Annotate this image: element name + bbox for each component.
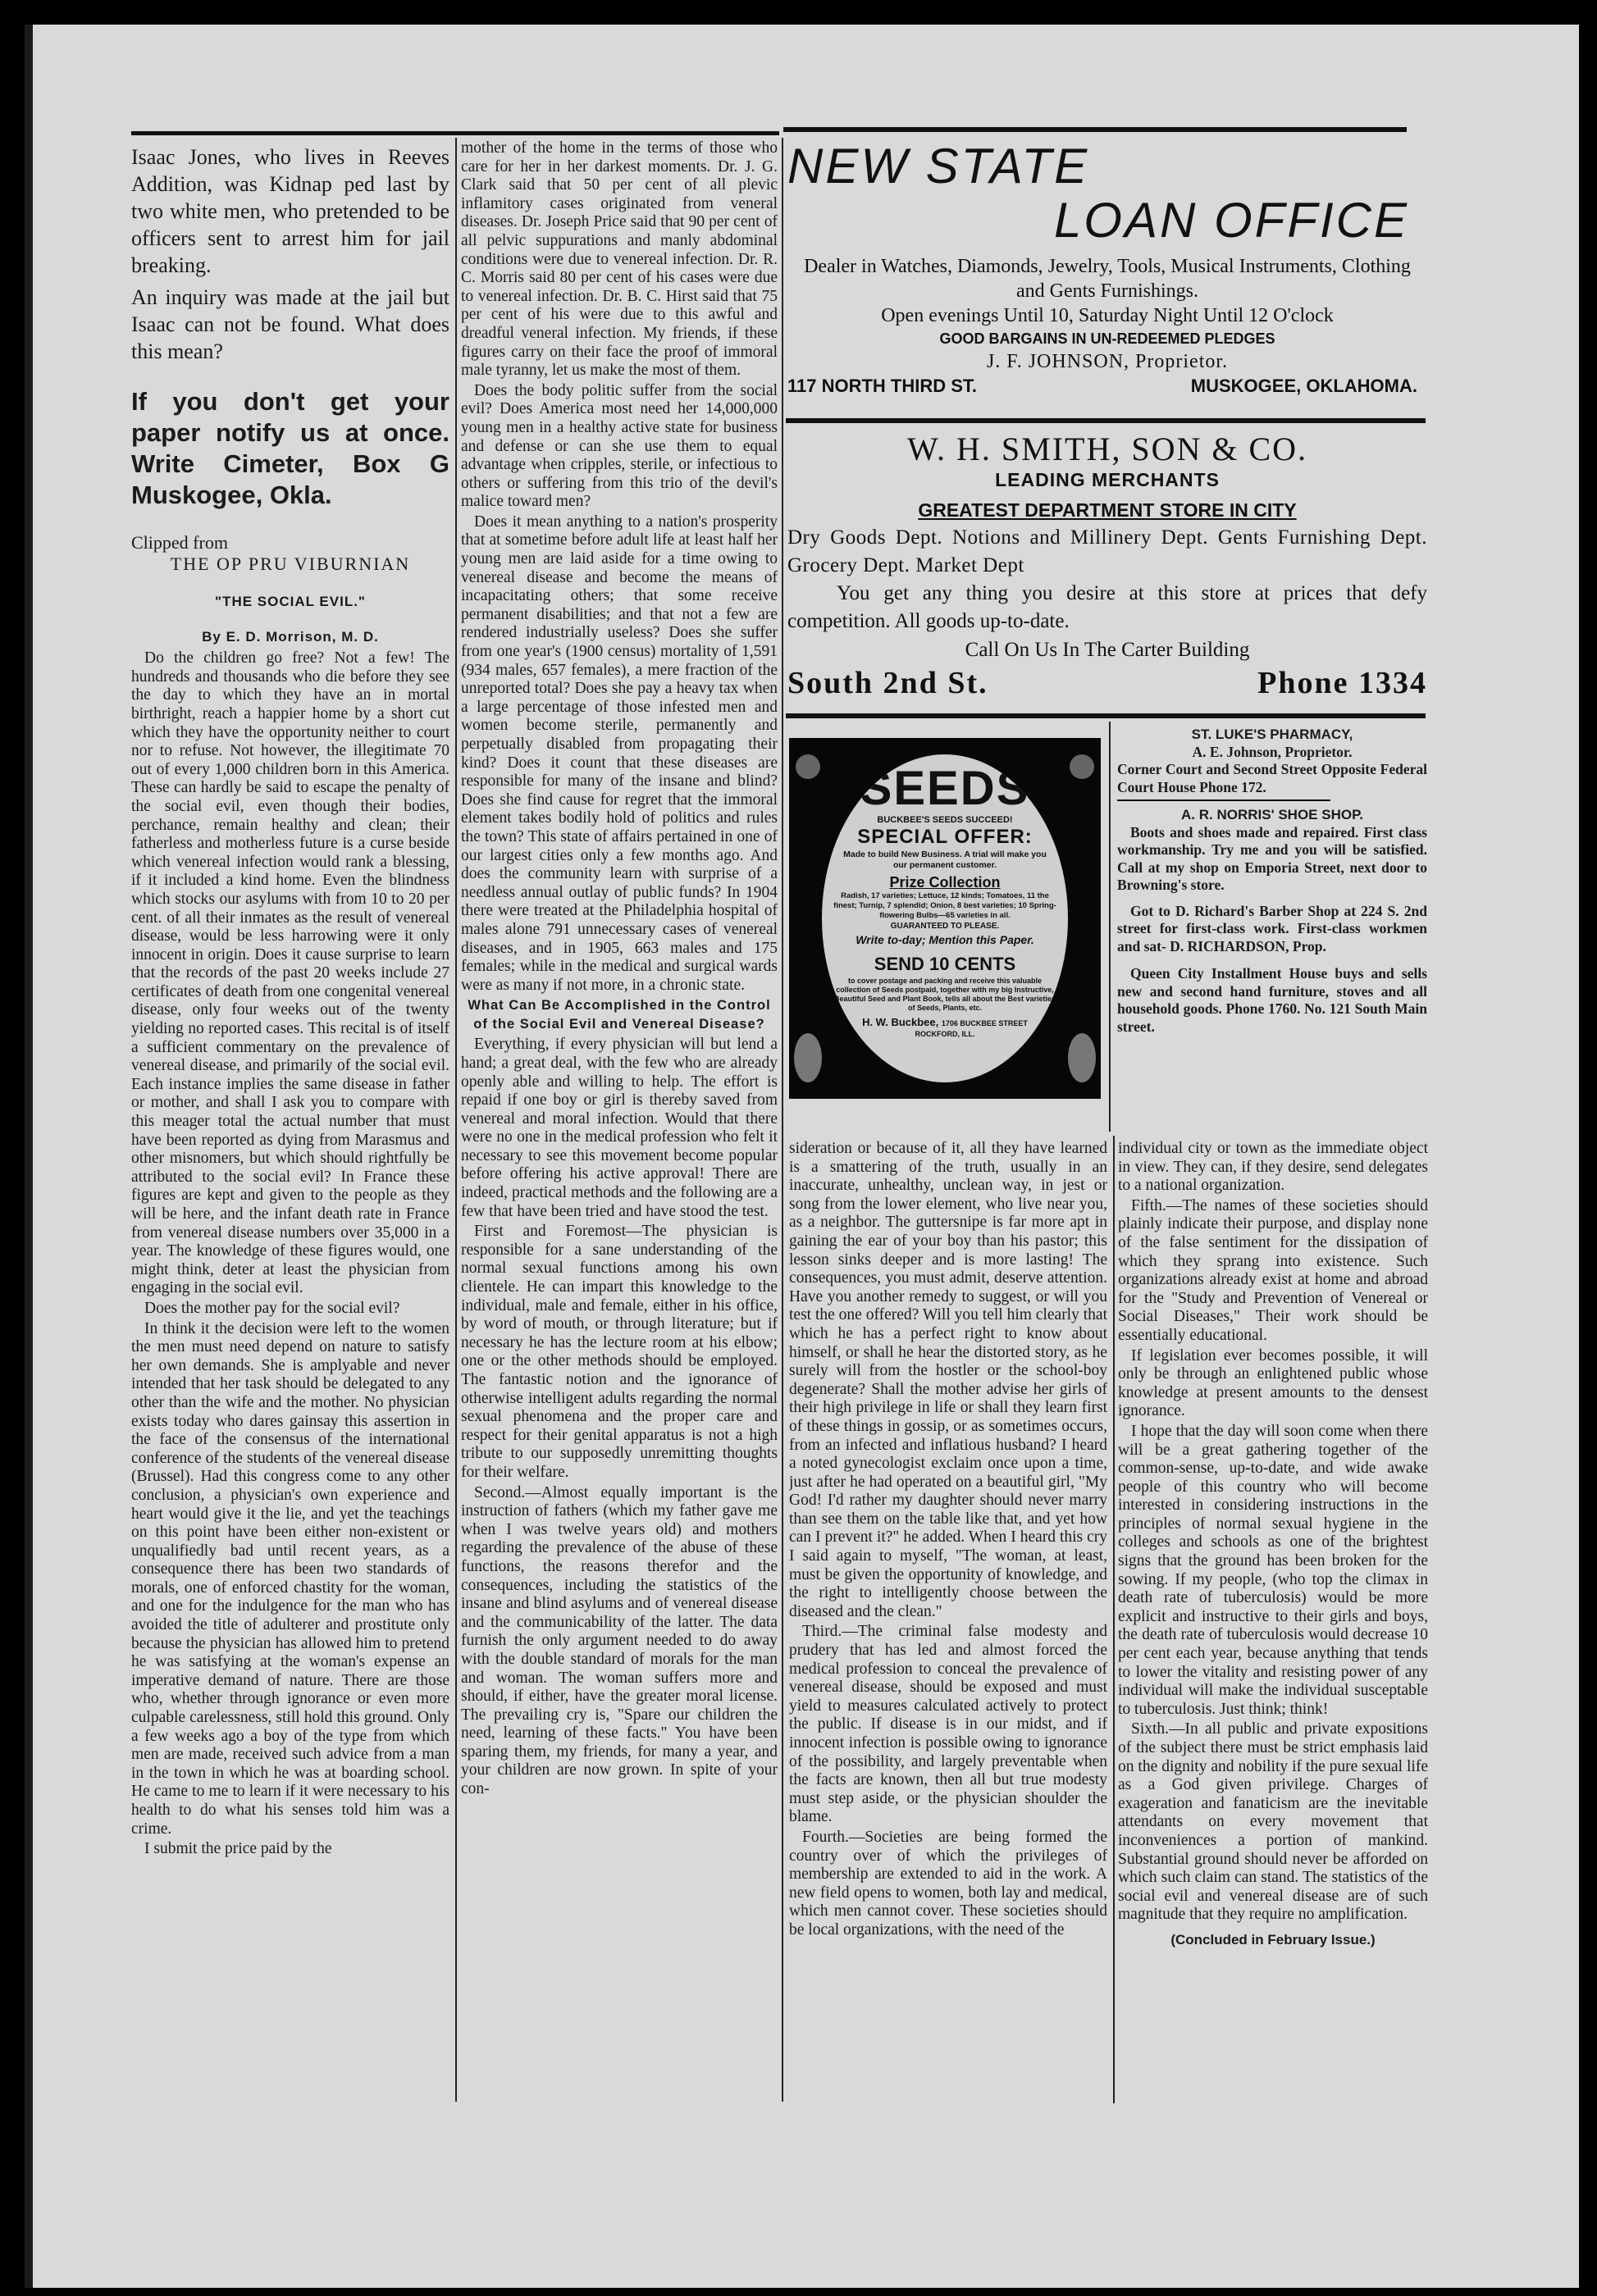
- col3-paragraph: Third.—The criminal false modesty and prudery that has led and almost forced the medical profession to conceal the prevalence of venereal disease, should be exposed and must yield to measures calculated actively to protect the public. If disease is in our midst, and if innocent infection is possible owing to ignorance of the possibility, and largely preventable when the facts are known, then all but true modesty must step aside, or the physician shoulder the blame.: [789, 1623, 1107, 1826]
- loan-hours: Open evenings Until 10, Saturday Night Until 12 O'clock: [881, 305, 1334, 326]
- smith-sub: LEADING MERCHANTS: [995, 469, 1220, 490]
- mid-paragraph: Second.—Almost equally important is the instruction of fathers (which my father gave me when I was twelve years old) and mothers regarding the prevalence of the abuse of these functions, the reasons therefor and the consequences, including the statistics of the insane and blind asylums and of venereal disease and the communicability of the latter. The data furnish the only argument needed to do away with the double standard of morals for the man and woman. The woman suffers more and should, if either, have the greater moral license. The prevailing cry is, "Spare our children the need, learning of these facts." You have been sparing them, my friends, for many a year, and your children are now grown. In spite of your con-: [461, 1483, 778, 1798]
- seeds-made: Made to build New Business. A trial will make you our permanent customer.: [843, 850, 1047, 870]
- col3-paragraph: Fourth.—Societies are being formed the country over of which the privileges of membership are extended to aid in the work. A new field opens to women, both lay and medical, which men cannot cover. These societies should be local organizations, with the need of the: [789, 1828, 1107, 1938]
- smith-phone: Phone 1334: [1257, 666, 1427, 700]
- article-byline: By E. D. Morrison, M. D.: [202, 628, 379, 645]
- column-rule-3: [1113, 1136, 1115, 2103]
- loan-bargains: GOOD BARGAINS IN UN-REDEEMED PLEDGES: [939, 330, 1275, 347]
- concluded-note: (Concluded in February Issue.): [1170, 1931, 1376, 1947]
- column-rule-1: [455, 138, 457, 2102]
- smith-store: GREATEST DEPARTMENT STORE IN CITY: [918, 499, 1297, 521]
- small-ad-divider: [1117, 800, 1330, 801]
- seeds-city: ROCKFORD, ILL.: [915, 1030, 975, 1038]
- inquiry-story: An inquiry was made at the jail but Isaac can not be found. What does this mean?: [131, 285, 449, 363]
- seeds-offer: SPECIAL OFFER:: [857, 826, 1033, 848]
- seeds-prize: Prize Collection: [889, 874, 1001, 891]
- left-paragraph: Do the children go free? Not a few! The hundreds and thousands who die before they see the day to which they have an in mortal birthright, reach a happier home by a short cut which they have the opportunity neither to court nor to refuse. Not however, the illegitimate 70 out of every 1,000 children born in this America. These can hardly be said to escape the penalty of the social evil, even though their bodies, perchance, remain healthy and clean; their fatherless and motherless future is a curse beside which venereal infection would rank a blessing, if it included a kind home. Even the blindness which stocks our asylums with from 10 to 20 per cent. of all their inmates as the result of venereal disease, would be less harrowing were it only innocent in origin. Does it cause surprise to learn that the records of the past 20 weeks include 27 certificates of death from one congenital venereal disease, only four weeks out of the twenty yielding no reported cases. This recital is of itself a sufficient commentary on the prevalence of venereal disease, and primarily of the social evil. Each instance implies the same disease in father or mother, and shall I ask you to compare with this meager total the actual number that must have been reported as dying from Marasmus and other misnomers, but which should rightfully be attributed to the social evil? In France these figures are kept and given to the people as they will be here, and the infant death rate in France from venereal disease numbers over 35,000 in a year. The knowledge of these figures would, one might think, deter at least the physician from engaging in the social evil.: [131, 649, 449, 1297]
- seeds-address: 1706 BUCKBEE STREET: [941, 1019, 1028, 1027]
- top-rule-right: [783, 127, 1407, 132]
- smith-name: W. H. SMITH, SON & CO.: [906, 430, 1308, 467]
- left-paragraph: In think it the decision were left to the women the men must need depend on nature to satisfy her own demands. She is amplyable and never intended that her task should be delegated to any other than the wife and the mother. No physician exists today who dares gainsay this assertion in the face of the consensus of the international conference of the students of the venereal disease (Brussel). Had this congress come to any other conclusion, a physician's own experience and heart would give it the lie, and yet the teachings on this point have been either non-existent or unqualifiedly bad until recent years, as a consequence there has been two standards of morals, one of enforced chastity for the woman, and one for the indulgence for the man who has avoided the title of adulterer and prostitute only because the physician has allowed him to pretend he was satisfying at the woman's expense an imperative demand of nature. There are those who, whether through ignorance or even more culpable carelessness, still hold this ground. Only a few weeks ago a boy of the type from which men are made, received such advice from a man in the town in which he was at boarding school. He came to me to learn if it were necessary to his health to do what his senses told him was a crime.: [131, 1319, 449, 1838]
- smith-call: Call On Us In The Carter Building: [965, 639, 1250, 661]
- loan-office-ad: [787, 139, 1427, 418]
- seed-flower-icon: [1070, 754, 1094, 779]
- column-rule-ads: [1109, 722, 1111, 1132]
- seeds-slogan: BUCKBEE'S SEEDS SUCCEED!: [877, 815, 1013, 825]
- loan-description: Dealer in Watches, Diamonds, Jewelry, Tools, Musical Instruments, Clothing and Gents Furnishings.: [804, 256, 1411, 302]
- seed-flower-icon: [794, 1033, 822, 1082]
- page-edge-shadow: [25, 25, 33, 2288]
- loan-title-1: NEW STATE: [787, 139, 1090, 194]
- seeds-ad: [789, 738, 1101, 1099]
- col4-paragraph: Fifth.—The names of these societies should plainly indicate their purpose, and display none of the false sentiment for the dissipation of which they sprang into existence. Such organizations already exist at home and abroad for the "Study and Prevention of Venereal or Social Diseases," Their work should be essentially educational.: [1118, 1196, 1428, 1344]
- mid-paragraph: First and Foremost—The physician is responsible for a sane understanding of the normal sexual functions among his own clientele. He can impart this knowledge to the individual, male and female, either in his office, by word of mouth, or through literature; but if necessary he has the lecture room at his elbow; one or the other methods should be employed. The fantastic notion and the ignorance of otherwise intelligent adults regarding the normal sexual phenomena and the proper care and respect for their genital apparatus is not a high tribute to our supposedly unremitting thoughts for their welfare.: [461, 1223, 778, 1481]
- subscription-notice: If you don't get your paper notify us at once. Write Cimeter, Box G Muskogee, Okla.: [131, 387, 449, 509]
- ad-rule-2: [786, 713, 1426, 718]
- ad-rule-1: [786, 418, 1426, 423]
- small-ads-column: [1117, 726, 1427, 1128]
- loan-address: 117 NORTH THIRD ST.: [787, 376, 978, 396]
- barber-text: Got to D. Richard's Barber Shop at 224 S. 2nd street for first-class work. First-class workmen and sat- D. RICHARDSON, Prop.: [1117, 902, 1427, 954]
- col4-paragraph: If legislation ever becomes possible, it will only be through an enlightened public whose knowledge at present amounts to the densest ignorance.: [1118, 1346, 1428, 1420]
- article-title: "THE SOCIAL EVIL.": [215, 594, 366, 609]
- loan-city: MUSKOGEE, OKLAHOMA.: [1190, 376, 1417, 396]
- shoe-shop-name: A. R. NORRIS' SHOE SHOP.: [1181, 807, 1363, 822]
- left-column: [131, 144, 449, 2103]
- isaac-jones-story: Isaac Jones, who lives in Reeves Addition, was Kidnap ped last by two white men, who pretended to be officers sent to arrest him for jail breaking.: [131, 145, 449, 277]
- loan-title-2: LOAN OFFICE: [1053, 193, 1409, 248]
- mid-paragraph: mother of the home in the terms of those who care for her in her darkest moments. Dr. J. G. Clark said that 50 per cent of all plevic inflamitory cases originated from veneral diseases. Dr. Joseph Price said that 90 per cent of all pelvic suppurations and manly abdominal conditions were due to venereal infection. Dr. R. C. Morris said 80 per cent of his cases were due to venereal infection. Dr. B. C. Hirst said that 75 per cent of his were due to this awful and dreadful veneral infection. My friends, if these figures carry on their face the proof of immoral male tyranny, let us make the most of them.: [461, 139, 778, 380]
- smith-anything: You get any thing you desire at this store at prices that defy competition. All goods up-to-date.: [787, 582, 1427, 632]
- source-name: THE OP PRU VIBURNIAN: [170, 554, 411, 574]
- seeds-send-detail: to cover postage and packing and receive this valuable collection of Seeds postpaid, together with my big Instructive, Beautiful Seed and Plant Book, tells all about the Best varieties of Seeds, Plants, etc.: [833, 977, 1056, 1012]
- mid-paragraph: Does the body politic suffer from the social evil? Does America most need her 14,000,000 young men in a healthy active state for business and defense or can she use them to equal advantage when cripples, sterile, or infectious to others or suffering from this trio of the devil's malice toward men?: [461, 381, 778, 511]
- seeds-prize-detail: Radish, 17 varieties; Lettuce, 12 kinds; Tomatoes, 11 the finest; Turnip, 7 splendid; Onion, 8 best varieties; 10 Spring-flowering Bulbs—65 varieties in all.: [833, 891, 1056, 920]
- col3-paragraph: sideration or because of it, all they have learned is a smattering of the truth, usually in an inaccurate, unhealthy, unclean way, in jest or song from the lower element, who live near you, as a neighbor. The guttersnipe is far more apt in gaining the ear of your boy than his pastor; this lesson sinks deeper and is more lasting! The consequences, you must admit, deserve attention. Have you another remedy to suggest, or will you test the one offered? Will you tell him clearly that which he has a perfect right to know about himself, or shall he hear the distorted story, as he surely will from the hostler or the school-boy degenerate? Shall the mother advise her girls of their high privilege in life or shall they learn first of these things in gossip, or as sometimes occurs, from an infected and inflatious husband? I heard a noted gynecologist exclaim once upon a time, just after he had operated on a beautiful girl, "My God! I'd rather my daughter should never marry than see them on the table like that, and yet how can I prevent it?" he added. When I heard this cry I said again to myself, "The woman, at least, must be given the opportunity of knowledge, and the right to intelligently choose between the diseased and the clean.": [789, 1140, 1107, 1620]
- left-paragraph: I submit the price paid by the: [144, 1840, 332, 1858]
- installment-text: Queen City Installment House buys and sells new and second hand furniture, stoves and all household goods. Phone 1760. No. 121 South Main street.: [1117, 965, 1427, 1035]
- column-rule-2: [782, 138, 783, 2102]
- subheading: What Can Be Accomplished in the Control of the Social Evil and Venereal Disease?: [468, 998, 771, 1032]
- col4-paragraph: I hope that the day will soon come when there will be a great gathering together of the common-sense, up-to-date, and wide awake people of this country who will become interested in considering instructions in the principles of normal sexual hygiene in the colleges and schools as one of the brightest signs that the ground has been broken for the sowing. If my people, (who top the climax in death rate of tuberculosis) would be more explicit and instructive to their girls and boys, the death rate of tuberculosis would decrease 10 per cent each year, because anything that tends to lower the vitality and resisting power of any individual will make the individual susceptable to tuberculosis. Just think; think!: [1118, 1422, 1428, 1718]
- third-column: [789, 1140, 1107, 2103]
- seed-flower-icon: [796, 754, 820, 779]
- pharmacy-text: Corner Court and Second Street Opposite Federal Court House Phone 172.: [1117, 761, 1427, 795]
- smith-contact-row: [787, 665, 1427, 701]
- seeds-guaranteed: GUARANTEED TO PLEASE.: [890, 922, 1000, 931]
- mid-paragraph: Does it mean anything to a nation's prosperity that at sometime before adult life at least half her young men are laid aside for a time owing to venereal disease and become the means of incapacitating others; that some receive permanent disabilities; and that not a few are rendered industrially useless? Does she suffer from one year's (1900 census) mortality of 1,591 (934 males, 657 females), a mere fraction of the unreported total? Does she pay a heavy tax when a large percentage of those infested men and women become sterile, permanently and perpetually disabled from propagating their kind? Does it count that these diseases are responsible for many of the insane and blind? Does she find cause for regret that the immoral element takes bodily hold of politics and rules the town? This state of affairs pertained in one of our largest cities only a few months ago. And does the community learn with surprise of a needless annual outlay of public funds? In 1904 there were treated at the Philadelphia hospital of males alone 791 unnecessary cases of venereal diseases, and in 1905, 663 males and 175 females; while in the medical and surgical wards were as many if not more, in a chronic state.: [461, 512, 778, 994]
- smith-street: South 2nd St.: [787, 666, 988, 700]
- clipped-label: Clipped from: [131, 532, 228, 553]
- loan-address-row: [787, 374, 1427, 399]
- pharmacy-proprietor: A. E. Johnson, Proprietor.: [1192, 743, 1353, 760]
- middle-column: [461, 139, 778, 2103]
- fourth-column: [1118, 1140, 1428, 2103]
- seeds-signature-row: [822, 1016, 1068, 1030]
- seeds-title: SEEDS: [860, 762, 1030, 815]
- mid-paragraph: Everything, if every physician will but lend a hand; a great deal, with the few who are already openly able and willing to help. The effort is repaid if one boy or girl is thereby saved from venereal and moral infection. Would that there were no one in the medical profession who felt it necessary to see this movement become popular before offering his active approval! There are indeed, practical methods and the following are a few that have been tried and have stood the test.: [461, 1036, 778, 1220]
- seeds-signer: H. W. Buckbee,: [862, 1016, 939, 1028]
- pharmacy-name: ST. LUKE'S PHARMACY,: [1191, 727, 1353, 742]
- loan-proprietor: J. F. JOHNSON, Proprietor.: [986, 351, 1229, 372]
- col4-paragraph: Sixth.—In all public and private expositions of the subject there must be strict emphasis laid on the dignity and nobility if the pure sexual life as a God given privilege. Charges of exageration and fanaticism are the inevitable attendants on every movement that inconveniences a portion of mankind. Substantial ground should never be afforded on which such claim can stand. The statistics of the social evil and venereal disease are of such magnitude that they require no amplification.: [1118, 1720, 1428, 1924]
- shoe-shop-text: Boots and shoes made and repaired. First class workmanship. Try me and you will be satisfied. Call at my shop on Emporia Street, next door to Browning's store.: [1117, 823, 1427, 893]
- smith-departments: Dry Goods Dept. Notions and Millinery Dept. Gents Furnishing Dept. Grocery Dept. Market Dept: [787, 526, 1427, 576]
- seeds-write: Write to-day; Mention this Paper.: [856, 933, 1034, 946]
- smith-ad: [787, 430, 1427, 713]
- seeds-oval: [822, 754, 1068, 1082]
- left-paragraph: Does the mother pay for the social evil?: [144, 1299, 400, 1317]
- seed-flower-icon: [1068, 1033, 1096, 1082]
- top-rule-left: [131, 131, 779, 135]
- seeds-send: SEND 10 CENTS: [874, 954, 1016, 974]
- col4-paragraph: individual city or town as the immediate object in view. They can, if they desire, send delegates to a national organization.: [1118, 1140, 1428, 1195]
